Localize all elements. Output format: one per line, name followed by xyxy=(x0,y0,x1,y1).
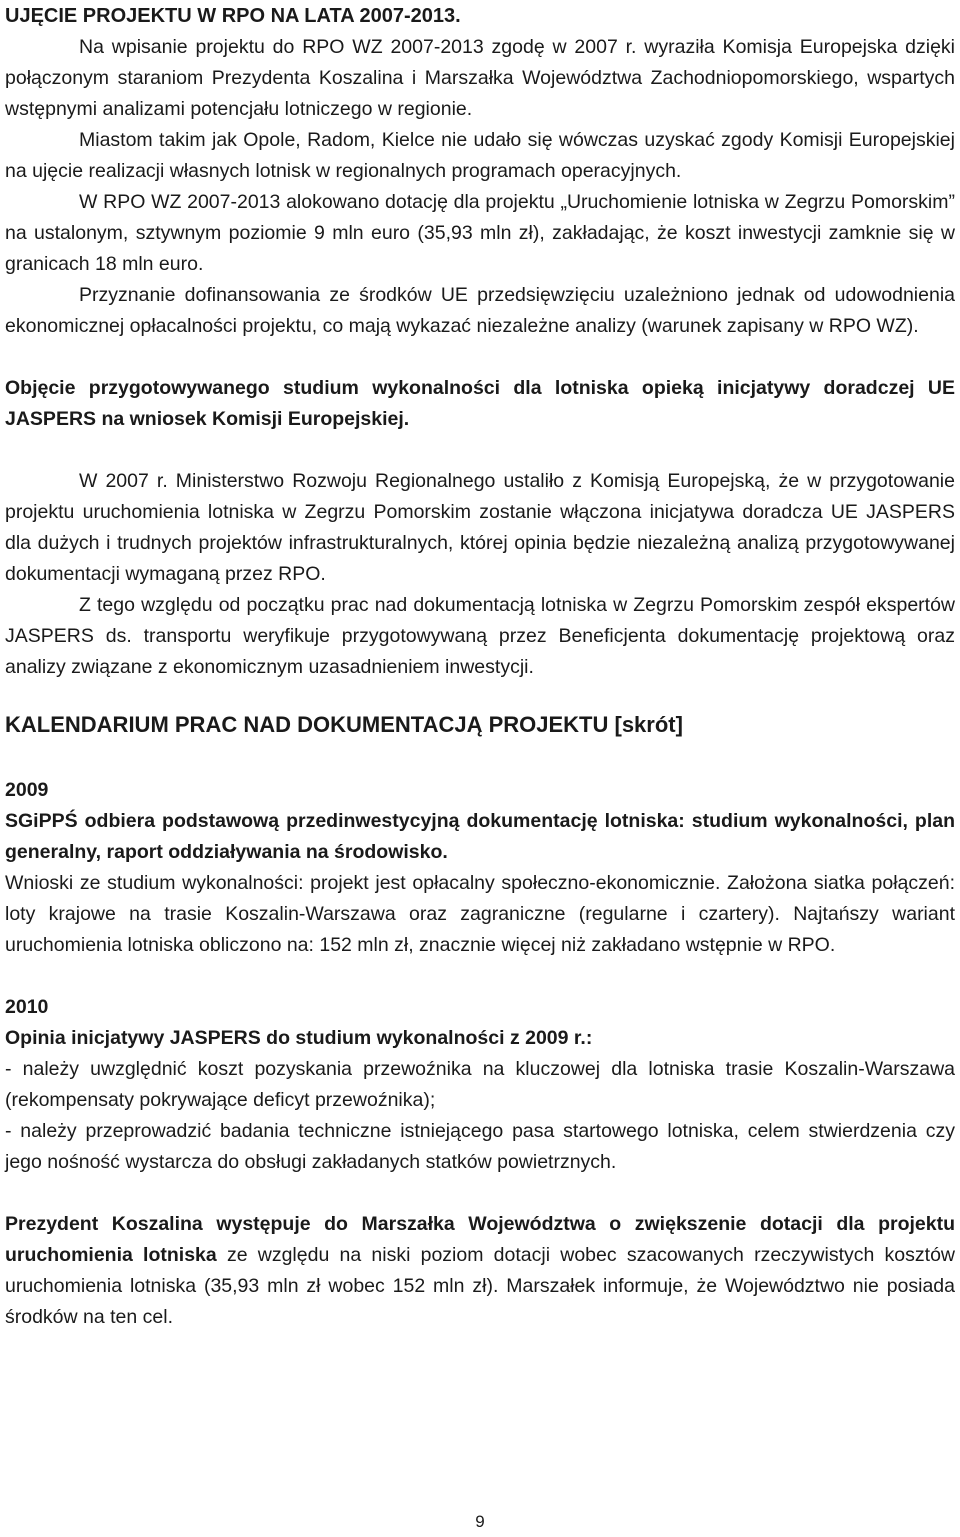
year-2010: 2010 xyxy=(5,996,49,1018)
paragraph-6: Z tego względu od początku prac nad dokumentacją lotniska w Zegrzu Pomorskim zespół ekspertów JASPERS ds. transportu weryfikuje przygotowywaną przez Beneficjenta dokumentację projektową oraz analizy związane z ekonomicznym uzasadnieniem inwestycji. xyxy=(5,594,955,678)
paragraph-4: Przyznanie dofinansowania ze środków UE przedsięwzięciu uzależniono jednak od udowodnienia ekonomicznej opłacalności projektu, co mają wykazać niezależne analizy (warunek zapisany w RPO WZ). xyxy=(5,284,955,337)
year-2010-item-2: - należy przeprowadzić badania techniczne istniejącego pasa startowego lotniska, celem stwierdzenia czy jego nośność wystarcza do obsługi zakładanych statków powietrznych. xyxy=(5,1120,955,1173)
year-2009: 2009 xyxy=(5,779,49,801)
year-2010-item-1: - należy uwzględnić koszt pozyskania przewoźnika na kluczowej dla lotniska trasie Koszalin-Warszawa (rekompensaty pokrywające deficyt przewoźnika); xyxy=(5,1058,955,1111)
jaspers-heading: Objęcie przygotowywanego studium wykonalności dla lotniska opieką inicjatywy doradczej UE JASPERS na wniosek Komisji Europejskiej. xyxy=(5,377,955,430)
paragraph-5: W 2007 r. Ministerstwo Rozwoju Regionalnego ustaliło z Komisją Europejską, że w przygotowanie projektu uruchomienia lotniska w Zegrzu Pomorskim zostanie włączona inicjatywa doradcza UE JASPERS dla dużych i trudnych projektów infrastrukturalnych, której opinia będzie niezależną analizą przygotowywanej dokumentacji wymaganą przez RPO. xyxy=(5,470,955,585)
paragraph-2: Miastom takim jak Opole, Radom, Kielce nie udało się wówczas uzyskać zgody Komisji Europejskiej na ujęcie realizacji własnych lotnisk w regionalnych programach operacyjnych. xyxy=(5,129,955,182)
page-number: 9 xyxy=(475,1512,485,1531)
paragraph-3: W RPO WZ 2007-2013 alokowano dotację dla projektu „Uruchomienie lotniska w Zegrzu Pomorskim” na ustalonym, sztywnym poziomie 9 mln euro (35,93 mln zł), zakładając, że koszt inwestycji zamknie się w granicach 18 mln euro. xyxy=(5,191,955,275)
section-heading-rpo: UJĘCIE PROJEKTU W RPO NA LATA 2007-2013. xyxy=(5,5,461,27)
calendar-heading: KALENDARIUM PRAC NAD DOKUMENTACJĄ PROJEKTU [skrót] xyxy=(5,712,683,737)
paragraph-1: Na wpisanie projektu do RPO WZ 2007-2013 zgodę w 2007 r. wyraziła Komisja Europejska dzięki połączonym staraniom Prezydenta Koszalina i Marszałka Województwa Zachodniopomorskiego, wspartych wstępnymi analizami potencjału lotniczego w regionie. xyxy=(5,36,955,120)
president-text: ze względu na niski poziom dotacji wobec szacowanych rzeczywistych kosztów uruchomienia lotniska (35,93 mln zł wobec 152 mln zł). Marszałek informuje, że Województwo nie posiada środków na ten cel. xyxy=(5,1244,955,1328)
president-bold: Prezydent Koszalina występuje do Marszałka Województwa o zwiększenie dotacji dla projektu uruchomienia lotniska xyxy=(5,1213,955,1266)
document-page xyxy=(5,0,955,1333)
year-2010-summary: Opinia inicjatywy JASPERS do studium wykonalności z 2009 r.: xyxy=(5,1027,593,1049)
president-paragraph xyxy=(5,1209,955,1333)
year-2009-summary: SGiPPŚ odbiera podstawową przedinwestycyjną dokumentację lotniska: studium wykonalności, plan generalny, raport oddziaływania na środowisko. xyxy=(5,810,955,863)
year-2009-text: Wnioski ze studium wykonalności: projekt jest opłacalny społeczno-ekonomicznie. Założona siatka połączeń: loty krajowe na trasie Koszalin-Warszawa oraz zagraniczne (regularne i czartery). Najtańszy wariant uruchomienia lotniska obliczono na: 152 mln zł, znacznie więcej niż zakładano wstępnie w RPO. xyxy=(5,872,955,956)
